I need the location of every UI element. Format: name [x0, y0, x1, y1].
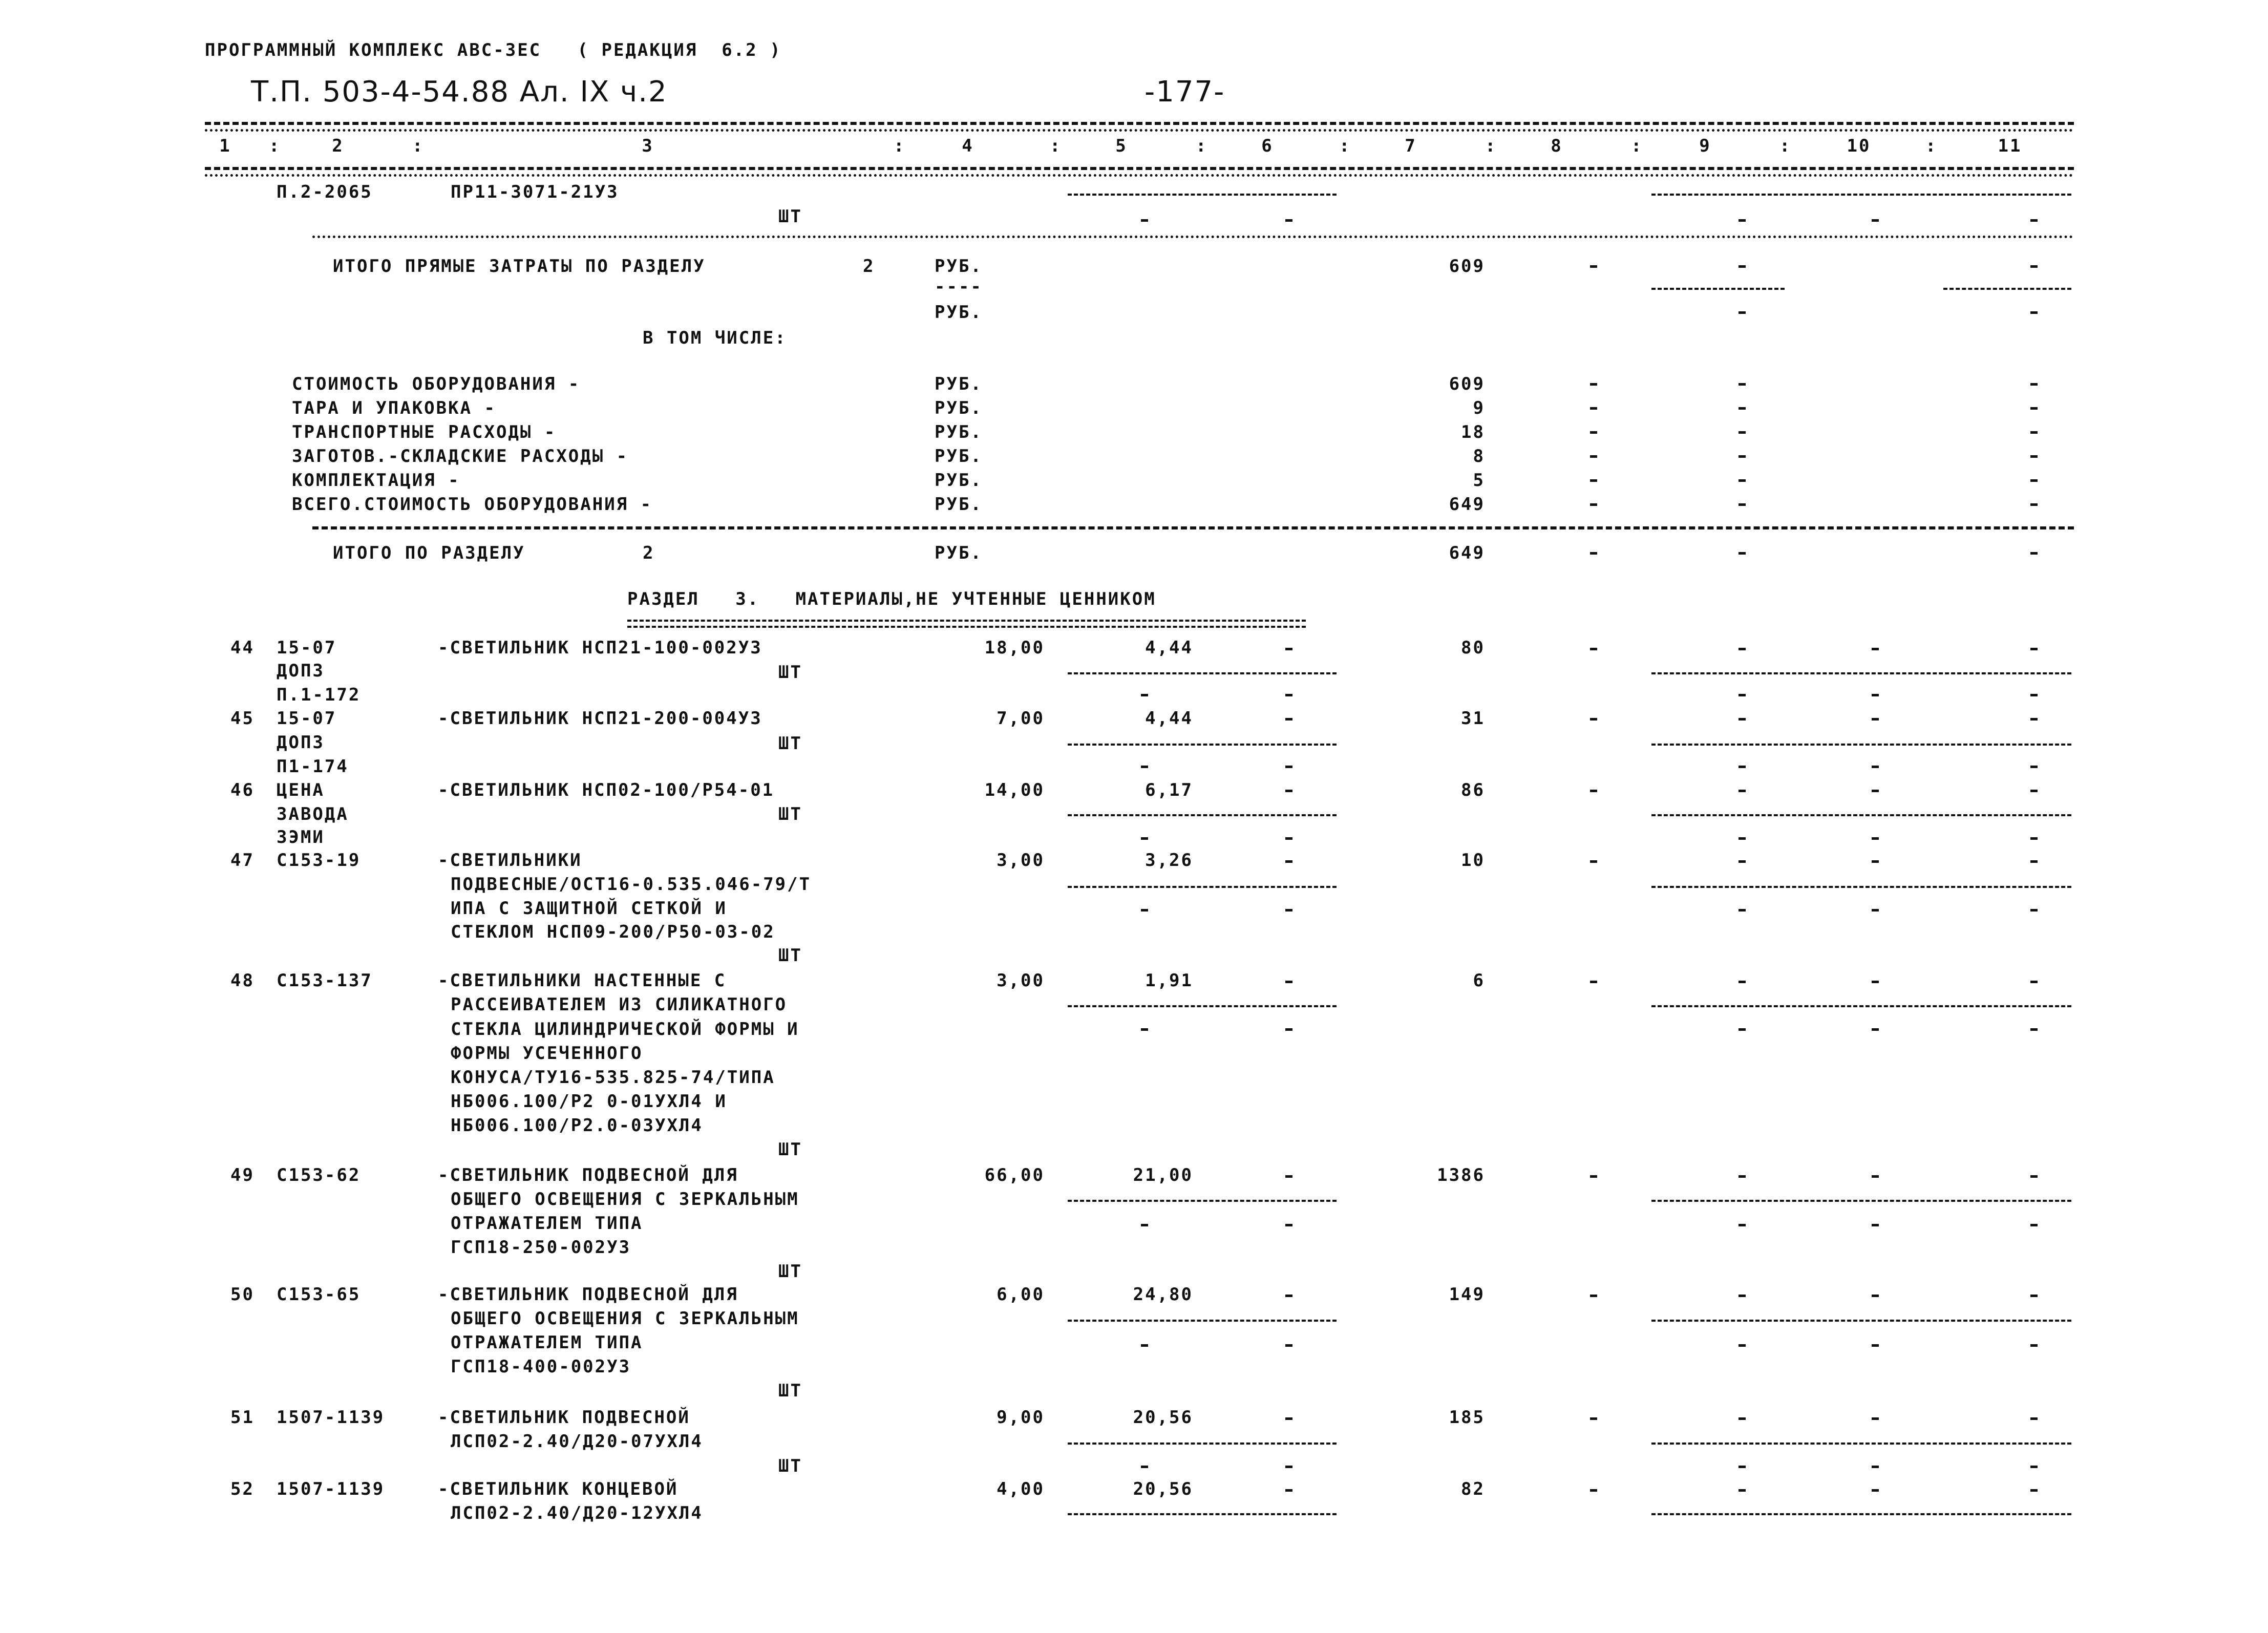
- row-split-line: [1651, 1005, 2071, 1007]
- empty-cell-dash: [1590, 407, 1597, 410]
- col-sep: :: [1485, 136, 1497, 156]
- empty-cell-dash: [2030, 1224, 2038, 1226]
- empty-cell-dash: [2030, 981, 2038, 983]
- item-total: 86: [1461, 780, 1485, 800]
- item-description: КОНУСА/ТУ16-535.825-74/ТИПА: [451, 1067, 775, 1088]
- item-quantity: 3,00: [997, 970, 1045, 991]
- empty-cell-dash: [1590, 1417, 1597, 1420]
- item-code: С153-19: [277, 850, 361, 871]
- item-price: 3,26: [1145, 850, 1193, 871]
- empty-cell-dash: [2030, 1175, 2038, 1178]
- empty-cell-dash: [1872, 694, 1879, 696]
- item-code: П.1-172: [277, 685, 361, 705]
- item-total: 31: [1461, 708, 1485, 729]
- item-code: 1507-1139: [277, 1407, 385, 1428]
- empty-cell-dash: [1739, 455, 1746, 458]
- item-code: ЗАВОДА: [277, 804, 349, 824]
- empty-cell-dash: [1590, 265, 1597, 268]
- empty-cell-dash: [1285, 837, 1292, 840]
- empty-cell-dash: [1872, 1489, 1879, 1492]
- empty-cell-dash: [1872, 648, 1879, 650]
- row-split-line: [1651, 288, 1785, 290]
- empty-cell-dash: [1141, 1224, 1148, 1226]
- section-3-title: РАЗДЕЛ 3. МАТЕРИАЛЫ,НЕ УЧТЕННЫЕ ЦЕННИКОМ: [627, 589, 1156, 609]
- breakdown-value: 9: [1473, 398, 1485, 418]
- item-unit: ШТ: [778, 662, 802, 683]
- item-description: РАССЕИВАТЕЛЕМ ИЗ СИЛИКАТНОГО: [451, 994, 788, 1015]
- item-unit: ШТ: [778, 945, 802, 966]
- item-code: ДОП3: [277, 732, 325, 753]
- empty-cell-dash: [1872, 1224, 1879, 1226]
- empty-cell-dash: [1739, 1175, 1746, 1178]
- empty-cell-dash: [2030, 265, 2038, 268]
- empty-cell-dash: [1141, 766, 1148, 768]
- totals-direct-label: ИТОГО ПРЯМЫЕ ЗАТРАТЫ ПО РАЗДЕЛУ: [333, 256, 706, 277]
- empty-cell-dash: [1739, 648, 1746, 650]
- item-unit: ШТ: [778, 733, 802, 754]
- empty-cell-dash: [2030, 407, 2038, 410]
- item-description: ИПА С ЗАЩИТНОЙ СЕТКОЙ И: [451, 898, 727, 919]
- table-top-rule-2: [205, 129, 2074, 132]
- item-description: ФОРМЫ УСЕЧЕННОГО: [451, 1043, 643, 1064]
- empty-cell-dash: [1285, 790, 1292, 792]
- row-split-line: [1651, 1200, 2071, 1202]
- col-sep: :: [269, 136, 281, 156]
- empty-cell-dash: [1285, 718, 1292, 720]
- empty-cell-dash: [1739, 383, 1746, 386]
- item-description: -СВЕТИЛЬНИК НСП02-100/Р54-01: [438, 780, 775, 800]
- empty-cell-dash: [1285, 1489, 1292, 1492]
- item-description: ОТРАЖАТЕЛЕМ ТИПА: [451, 1213, 643, 1234]
- row-split-line: [1068, 1200, 1337, 1202]
- row-split-line: [1651, 672, 2071, 674]
- empty-cell-dash: [1590, 383, 1597, 386]
- empty-cell-dash: [2030, 1417, 2038, 1420]
- breakdown-unit: РУБ.: [935, 494, 983, 515]
- item-description: НБ006.100/Р2.0-03УХЛ4: [451, 1115, 703, 1136]
- row-split-line: [1068, 194, 1337, 196]
- item-code: С153-62: [277, 1165, 361, 1185]
- item-code: ДОП3: [277, 661, 325, 681]
- empty-cell-dash: [1739, 311, 1746, 314]
- item-price: 4,44: [1145, 638, 1193, 658]
- item-code: 15-07: [277, 708, 337, 729]
- empty-cell-dash: [1739, 219, 1746, 222]
- item-total: 1386: [1437, 1165, 1485, 1185]
- item-total: 149: [1449, 1284, 1485, 1305]
- item-number: 48: [230, 970, 255, 991]
- empty-cell-dash: [1141, 219, 1148, 222]
- item-number: 49: [230, 1165, 255, 1185]
- row-split-line: [1651, 194, 2071, 196]
- empty-cell-dash: [1285, 1466, 1292, 1468]
- page-number: -177-: [1144, 75, 1225, 109]
- empty-cell-dash: [1590, 1489, 1597, 1492]
- empty-cell-dash: [2030, 552, 2038, 555]
- total-section-value: 649: [1449, 543, 1485, 563]
- item-description: -СВЕТИЛЬНИКИ НАСТЕННЫЕ С: [438, 970, 727, 991]
- col-header-1: 1: [219, 136, 231, 156]
- empty-cell-dash: [1739, 503, 1746, 506]
- item-price: 1,91: [1145, 970, 1193, 991]
- empty-cell-dash: [2030, 909, 2038, 911]
- item-code: П1-174: [277, 756, 349, 777]
- item-number: 46: [230, 780, 255, 800]
- empty-cell-dash: [1872, 1175, 1879, 1178]
- breakdown-unit: РУБ.: [935, 398, 983, 418]
- item-unit: ШТ: [778, 1381, 802, 1401]
- empty-cell-dash: [2030, 1344, 2038, 1347]
- empty-cell-dash: [1141, 837, 1148, 840]
- empty-cell-dash: [1285, 860, 1292, 863]
- col-sep: :: [1779, 136, 1792, 156]
- breakdown-value: 8: [1473, 446, 1485, 466]
- breakdown-unit: РУБ.: [935, 422, 983, 442]
- item-quantity: 9,00: [997, 1407, 1045, 1428]
- header-bottom-rule-2: [205, 174, 2074, 177]
- col-header-10: 10: [1847, 136, 1871, 156]
- item-code: ЗЭМИ: [277, 827, 325, 847]
- item-total: 185: [1449, 1407, 1485, 1428]
- total-section-unit: РУБ.: [935, 543, 983, 563]
- row-split-line: [1651, 744, 2071, 746]
- col-sep: :: [412, 136, 425, 156]
- col-header-11: 11: [1998, 136, 2022, 156]
- item-description: ГСП18-400-002У3: [451, 1356, 631, 1377]
- col-header-4: 4: [962, 136, 974, 156]
- row-split-line: [1943, 288, 2071, 290]
- empty-cell-dash: [1872, 1028, 1879, 1031]
- totals-direct-unit: РУБ.: [935, 256, 983, 277]
- empty-cell-dash: [1285, 766, 1292, 768]
- empty-cell-dash: [1872, 981, 1879, 983]
- item-total: 6: [1473, 970, 1485, 991]
- empty-cell-dash: [1590, 718, 1597, 720]
- empty-cell-dash: [1285, 1175, 1292, 1178]
- col-header-8: 8: [1551, 136, 1563, 156]
- item-description: ЛСП02-2.40/Д20-12УХЛ4: [451, 1503, 703, 1523]
- item-quantity: 7,00: [997, 708, 1045, 729]
- empty-cell-dash: [2030, 431, 2038, 434]
- empty-cell-dash: [1739, 981, 1746, 983]
- breakdown-value: 609: [1449, 374, 1485, 394]
- document-reference: Т.П. 503-4-54.88 Ал. IX ч.2: [251, 75, 668, 109]
- breakdown-label: ТАРА И УПАКОВКА -: [292, 398, 496, 418]
- empty-cell-dash: [1739, 1295, 1746, 1297]
- item-unit: ШТ: [778, 1456, 802, 1476]
- breakdown-unit: РУБ.: [935, 446, 983, 466]
- item-price: 20,56: [1133, 1479, 1193, 1499]
- empty-cell-dash: [2030, 837, 2038, 840]
- item-number: 44: [230, 638, 255, 658]
- empty-cell-dash: [1285, 1417, 1292, 1420]
- item-description: -СВЕТИЛЬНИК ПОДВЕСНОЙ: [438, 1407, 690, 1428]
- item-total: 10: [1461, 850, 1485, 871]
- item-number: 52: [230, 1479, 255, 1499]
- row-split-line: [1068, 1443, 1337, 1445]
- empty-cell-dash: [1739, 1466, 1746, 1468]
- breakdown-label: СТОИМОСТЬ ОБОРУДОВАНИЯ -: [292, 374, 581, 394]
- item-quantity: 4,00: [997, 1479, 1045, 1499]
- empty-cell-dash: [1141, 1466, 1148, 1468]
- empty-cell-dash: [1285, 1295, 1292, 1297]
- empty-cell-dash: [1141, 694, 1148, 696]
- col-header-6: 6: [1261, 136, 1274, 156]
- empty-cell-dash: [1739, 265, 1746, 268]
- item-description: ПОДВЕСНЫЕ/ОСТ16-0.535.046-79/Т: [451, 874, 812, 895]
- item-description: ОТРАЖАТЕЛЕМ ТИПА: [451, 1332, 643, 1353]
- row-split-line: [1651, 1513, 2071, 1515]
- empty-cell-dash: [1739, 909, 1746, 911]
- empty-cell-dash: [1285, 909, 1292, 911]
- empty-cell-dash: [1872, 718, 1879, 720]
- empty-cell-dash: [1739, 790, 1746, 792]
- item-total: 80: [1461, 638, 1485, 658]
- empty-cell-dash: [2030, 648, 2038, 650]
- empty-cell-dash: [1285, 1224, 1292, 1226]
- empty-cell-dash: [1739, 694, 1746, 696]
- item-description: ЛСП02-2.40/Д20-07УХЛ4: [451, 1431, 703, 1452]
- empty-cell-dash: [2030, 694, 2038, 696]
- empty-cell-dash: [1739, 1489, 1746, 1492]
- total-section-no: 2: [643, 543, 655, 563]
- item-description: -СВЕТИЛЬНИК ПОДВЕСНОЙ ДЛЯ: [438, 1165, 738, 1185]
- item-description: -СВЕТИЛЬНИК НСП21-200-004У3: [438, 708, 762, 729]
- empty-cell-dash: [2030, 1489, 2038, 1492]
- section-3-underline: [627, 620, 1306, 628]
- empty-cell-dash: [2030, 1028, 2038, 1031]
- row-split-line: [1651, 814, 2071, 816]
- breakdown-label: ВСЕГО.СТОИМОСТЬ ОБОРУДОВАНИЯ -: [292, 494, 653, 515]
- item-code: С153-137: [277, 970, 373, 991]
- program-title: ПРОГРАММНЫЙ КОМПЛЕКС АВС-ЗЕС ( РЕДАКЦИЯ 6.2 ): [205, 40, 782, 60]
- empty-cell-dash: [2030, 479, 2038, 482]
- empty-cell-dash: [2030, 1466, 2038, 1468]
- item-code: ЦЕНА: [277, 780, 325, 800]
- col-header-5: 5: [1115, 136, 1128, 156]
- item-description: СТЕКЛА ЦИЛИНДРИЧЕСКОЙ ФОРМЫ И: [451, 1019, 799, 1040]
- row-split-line: [1068, 1005, 1337, 1007]
- empty-cell-dash: [1872, 1344, 1879, 1347]
- empty-cell-dash: [1739, 431, 1746, 434]
- item-price: 6,17: [1145, 780, 1193, 800]
- breakdown-label: ТРАНСПОРТНЫЕ РАСХОДЫ -: [292, 422, 557, 442]
- empty-cell-dash: [2030, 455, 2038, 458]
- empty-cell-dash: [1872, 909, 1879, 911]
- empty-cell-dash: [1739, 552, 1746, 555]
- empty-cell-dash: [2030, 790, 2038, 792]
- totals-direct-unit-2: РУБ.: [935, 302, 983, 323]
- empty-cell-dash: [1872, 860, 1879, 863]
- col-sep: :: [1196, 136, 1208, 156]
- empty-cell-dash: [1590, 981, 1597, 983]
- empty-cell-dash: [1285, 648, 1292, 650]
- row-split-line: [1068, 886, 1337, 888]
- breakdown-value: 18: [1461, 422, 1485, 442]
- col-header-2: 2: [332, 136, 344, 156]
- empty-cell-dash: [1739, 407, 1746, 410]
- empty-cell-dash: [1739, 1224, 1746, 1226]
- item-price: 4,44: [1145, 708, 1193, 729]
- empty-cell-dash: [2030, 766, 2038, 768]
- item-total: 82: [1461, 1479, 1485, 1499]
- col-sep: :: [1925, 136, 1938, 156]
- row-split-line: [1068, 1513, 1337, 1515]
- item-description: ГСП18-250-002У3: [451, 1237, 631, 1258]
- breakdown-label: КОМПЛЕКТАЦИЯ -: [292, 470, 460, 491]
- item-price: 20,56: [1133, 1407, 1193, 1428]
- empty-cell-dash: [1739, 860, 1746, 863]
- empty-cell-dash: [2030, 503, 2038, 506]
- empty-cell-dash: [1872, 1417, 1879, 1420]
- item-code: 1507-1139: [277, 1479, 385, 1499]
- item-price: 21,00: [1133, 1165, 1193, 1185]
- item-quantity: 6,00: [997, 1284, 1045, 1305]
- item-unit: ШТ: [778, 1139, 802, 1160]
- item-code: 15-07: [277, 638, 337, 658]
- item-unit: ШТ: [778, 1261, 802, 1282]
- col-sep: :: [1631, 136, 1643, 156]
- item-price: 24,80: [1133, 1284, 1193, 1305]
- empty-cell-dash: [1590, 479, 1597, 482]
- col-sep: :: [1050, 136, 1062, 156]
- empty-cell-dash: [1590, 455, 1597, 458]
- empty-cell-dash: [1739, 479, 1746, 482]
- empty-cell-dash: [1872, 1295, 1879, 1297]
- total-section-label: ИТОГО ПО РАЗДЕЛУ: [333, 543, 525, 563]
- empty-cell-dash: [1739, 837, 1746, 840]
- totals-direct-section: 2: [863, 256, 875, 277]
- totals-direct-value: 609: [1449, 256, 1485, 277]
- empty-cell-dash: [1872, 219, 1879, 222]
- item-description: -СВЕТИЛЬНИК НСП21-100-002У3: [438, 638, 762, 658]
- empty-cell-dash: [1590, 860, 1597, 863]
- empty-cell-dash: [1872, 1466, 1879, 1468]
- empty-cell-dash: [1590, 1295, 1597, 1297]
- empty-cell-dash: [1590, 1175, 1597, 1178]
- col-header-9: 9: [1699, 136, 1711, 156]
- empty-cell-dash: [2030, 383, 2038, 386]
- row-split-line: [1068, 814, 1337, 816]
- col-header-7: 7: [1405, 136, 1417, 156]
- item-description: -СВЕТИЛЬНИК ПОДВЕСНОЙ ДЛЯ: [438, 1284, 738, 1305]
- empty-cell-dash: [1590, 503, 1597, 506]
- table-top-rule: [205, 122, 2074, 125]
- item-code: С153-65: [277, 1284, 361, 1305]
- empty-cell-dash: [2030, 860, 2038, 863]
- empty-cell-dash: [1739, 1344, 1746, 1347]
- empty-cell-dash: [1739, 1417, 1746, 1420]
- empty-cell-dash: [1285, 1344, 1292, 1347]
- empty-cell-dash: [1590, 552, 1597, 555]
- item-description: ОБЩЕГО ОСВЕЩЕНИЯ С ЗЕРКАЛЬНЫМ: [451, 1308, 799, 1329]
- empty-cell-dash: [1739, 766, 1746, 768]
- empty-cell-dash: [1285, 1028, 1292, 1031]
- row-split-line: [1651, 1320, 2071, 1322]
- item-description: -СВЕТИЛЬНИКИ: [438, 850, 582, 871]
- col-header-3: 3: [642, 136, 654, 156]
- empty-cell-dash: [2030, 311, 2038, 314]
- col-sep: :: [1339, 136, 1351, 156]
- empty-cell-dash: [1739, 718, 1746, 720]
- row-split-line: [1068, 672, 1337, 674]
- row-split-line: [1068, 744, 1337, 746]
- item-quantity: 3,00: [997, 850, 1045, 871]
- breakdown-unit: РУБ.: [935, 470, 983, 491]
- item-description: -СВЕТИЛЬНИК КОНЦЕВОЙ: [438, 1479, 679, 1499]
- empty-cell-dash: [1872, 837, 1879, 840]
- row-unit: ШТ: [778, 206, 802, 227]
- empty-cell-dash: [2030, 219, 2038, 222]
- empty-cell-dash: [1141, 1344, 1148, 1347]
- item-number: 45: [230, 708, 255, 729]
- breakdown-value: 5: [1473, 470, 1485, 491]
- empty-cell-dash: [2030, 718, 2038, 720]
- row-code: П.2-2065: [277, 182, 373, 202]
- row-split-line: [1068, 1320, 1337, 1322]
- empty-cell-dash: [1590, 431, 1597, 434]
- item-unit: ШТ: [778, 804, 802, 824]
- item-number: 50: [230, 1284, 255, 1305]
- item-number: 47: [230, 850, 255, 871]
- empty-cell-dash: [1872, 790, 1879, 792]
- empty-cell-dash: [1285, 694, 1292, 696]
- item-number: 51: [230, 1407, 255, 1428]
- item-quantity: 18,00: [984, 638, 1045, 658]
- item-quantity: 66,00: [984, 1165, 1045, 1185]
- empty-cell-dash: [1590, 648, 1597, 650]
- item-description: СТЕКЛОМ НСП09-200/Р50-03-02: [451, 922, 775, 942]
- empty-cell-dash: [1739, 1028, 1746, 1031]
- item-description: ОБЩЕГО ОСВЕЩЕНИЯ С ЗЕРКАЛЬНЫМ: [451, 1189, 799, 1210]
- totals-direct-unit-underline: ----: [935, 277, 983, 297]
- row-split-line: [1651, 886, 2071, 888]
- empty-cell-dash: [1590, 790, 1597, 792]
- header-bottom-rule: [205, 167, 2074, 170]
- item-quantity: 14,00: [984, 780, 1045, 800]
- empty-cell-dash: [1285, 219, 1292, 222]
- empty-cell-dash: [1141, 1028, 1148, 1031]
- breakdown-label: ЗАГОТОВ.-СКЛАДСКИЕ РАСХОДЫ -: [292, 446, 629, 466]
- item-description: НБ006.100/Р2 0-01УХЛ4 И: [451, 1091, 727, 1112]
- breakdown-unit: РУБ.: [935, 374, 983, 394]
- empty-cell-dash: [2030, 1295, 2038, 1297]
- row-name: ПР11-3071-21У3: [451, 182, 619, 202]
- section-divider: [312, 526, 2074, 529]
- empty-cell-dash: [1285, 981, 1292, 983]
- breakdown-value: 649: [1449, 494, 1485, 515]
- empty-cell-dash: [1872, 766, 1879, 768]
- row-split-line: [1651, 1443, 2071, 1445]
- col-sep: :: [894, 136, 906, 156]
- including-heading: В ТОМ ЧИСЛЕ:: [643, 328, 787, 348]
- section-divider: [312, 236, 2074, 238]
- empty-cell-dash: [1141, 909, 1148, 911]
